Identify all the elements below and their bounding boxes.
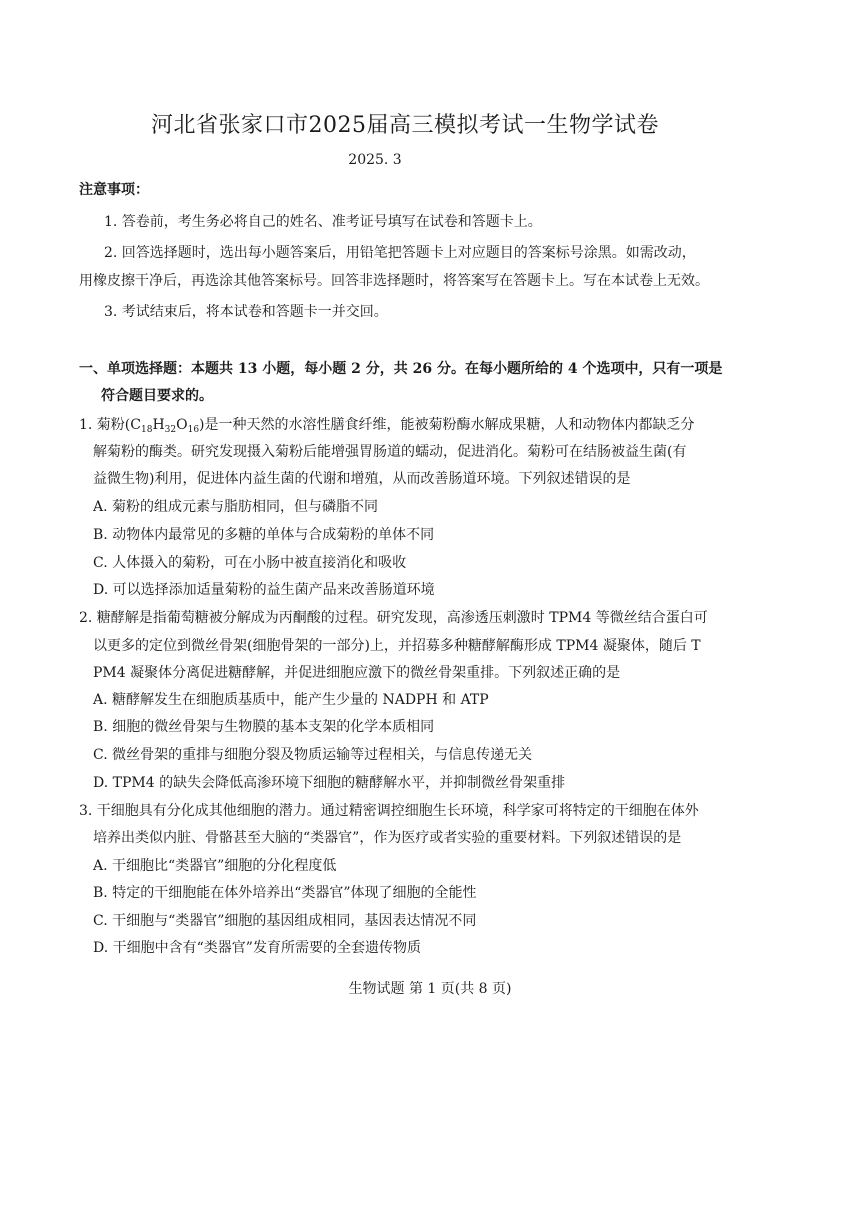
notes-item-2-line-2: 用橡皮擦干净后，再选涂其他答案标号。回答非选择题时，将答案写在答题卡上。写在本试卷上无效。	[79, 273, 709, 289]
question-1-option-b: B. 动物体内最常见的多糖的单体与合成菊粉的单体不同	[93, 527, 435, 543]
question-1-option-c: C. 人体摄入的菊粉，可在小肠中被直接消化和吸收	[93, 555, 407, 571]
question-3-stem-line-2: 培养出类似内脏、骨骼甚至大脑的“类器官”，作为医疗或者实验的重要材料。下列叙述错误的是	[93, 830, 682, 846]
exam-date: 2025. 3	[348, 152, 402, 168]
question-2-stem-line-1: 2. 糖酵解是指葡萄糖被分解成为丙酮酸的过程。研究发现，高渗透压刺激时 TPM4 等微丝结合蛋白可	[79, 610, 708, 626]
question-2-stem-line-2: 以更多的定位到微丝骨架(细胞骨架的一部分)上，并招募多种糖酵解酶形成 TPM4 凝聚体，随后 T	[93, 638, 701, 654]
page-footer: 生物试题 第 1 页(共 8 页)	[348, 981, 512, 997]
question-2-stem-line-3: PM4 凝聚体分离促进糖酵解，并促进细胞应激下的微丝骨架重排。下列叙述正确的是	[93, 665, 621, 681]
question-1-option-d: D. 可以选择添加适量菊粉的益生菌产品来改善肠道环境	[93, 582, 435, 598]
question-2-option-a: A. 糖酵解发生在细胞质基质中，能产生少量的 NADPH 和 ATP	[93, 692, 489, 708]
notes-item-3: 3. 考试结束后，将本试卷和答题卡一并交回。	[104, 304, 388, 320]
question-3-option-b: B. 特定的干细胞能在体外培养出“类器官”体现了细胞的全能性	[93, 885, 477, 901]
question-2-option-b: B. 细胞的微丝骨架与生物膜的基本支架的化学本质相同	[93, 719, 435, 735]
question-1-stem-line-3: 益微生物)利用，促进体内益生菌的代谢和增殖，从而改善肠道环境。下列叙述错误的是	[93, 471, 631, 487]
notes-heading: 注意事项：	[79, 182, 149, 198]
question-3-stem-line-1: 3. 干细胞具有分化成其他细胞的潜力。通过精密调控细胞生长环境，科学家可将特定的干细胞在体外	[79, 803, 699, 819]
question-2-option-d: D. TPM4 的缺失会降低高渗环境下细胞的糖酵解水平，并抑制微丝骨架重排	[93, 775, 566, 791]
question-1-stem-line-1: 1. 菊粉$(C_{18}H_{32}O_{16})$是一种天然的水溶性膳食纤维，能被菊粉酶水解成果糖，人和动物体内都缺乏分	[79, 417, 695, 435]
exam-title: 河北省张家口市2025届高三模拟考试一生物学试卷	[151, 113, 659, 138]
question-2-option-c: C. 微丝骨架的重排与细胞分裂及物质运输等过程相关，与信息传递无关	[93, 747, 533, 763]
question-1-option-a: A. 菊粉的组成元素与脂肪相同，但与磷脂不同	[93, 499, 379, 515]
notes-item-2-line-1: 2. 回答选择题时，选出每小题答案后，用铅笔把答题卡上对应题目的答案标号涂黑。如需改动，	[104, 245, 696, 261]
notes-item-1: 1. 答卷前，考生务必将自己的姓名、准考证号填写在试卷和答题卡上。	[104, 214, 542, 230]
question-1-stem-line-2: 解菊粉的酶类。研究发现摄入菊粉后能增强胃肠道的蠕动，促进消化。菊粉可在结肠被益生菌(有	[93, 444, 687, 460]
section-1-heading: 一、单项选择题：本题共 13 小题，每小题 2 分，共 26 分。在每小题所给的 4 个选项中，只有一项是	[79, 361, 723, 377]
question-3-option-d: D. 干细胞中含有“类器官”发育所需要的全套遗传物质	[93, 940, 421, 956]
question-3-option-c: C. 干细胞与“类器官”细胞的基因组成相同，基因表达情况不同	[93, 913, 477, 929]
question-3-option-a: A. 干细胞比“类器官”细胞的分化程度低	[93, 858, 337, 874]
section-1-heading-cont: 符合题目要求的。	[101, 388, 213, 404]
